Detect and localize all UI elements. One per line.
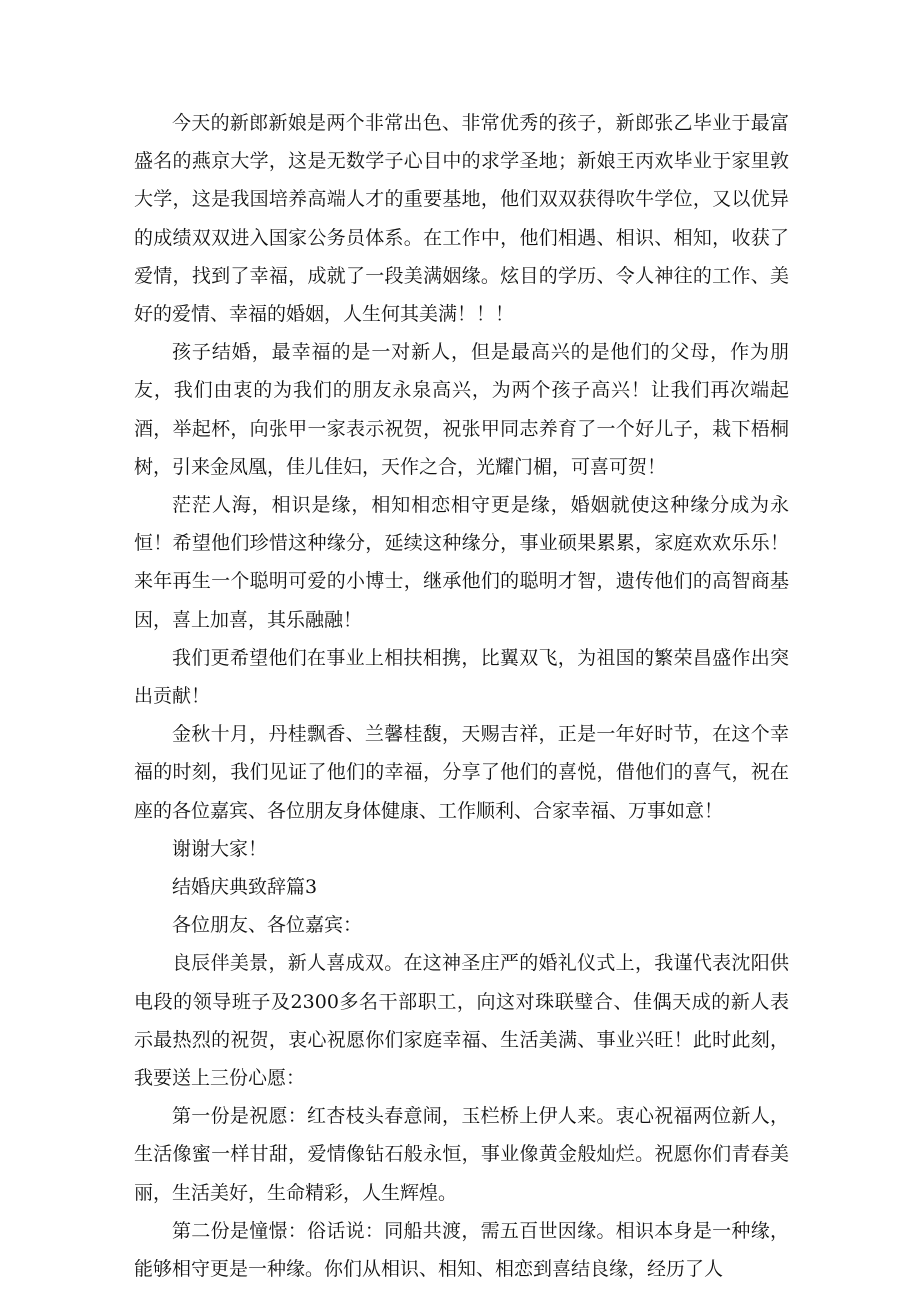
paragraph-salutation: 各位朋友、各位嘉宾： [172,914,363,937]
paragraph-fate: 茫茫人海，相识是缘，相知相恋相守更是缘，婚姻就使这种缘分成为永恒！希望他们珍惜这种缘分，延续这种缘分，事业硕果累累，家庭欢欢乐乐！来年再生一个聪明可爱的小博士，继承他们的聪明才智，遗传他们的高智商基因，喜上加喜，其乐融融！ [134,494,789,631]
paragraph-parents-toast: 孩子结婚，最幸福的是一对新人，但是最高兴的是他们的父母，作为朋友，我们由衷的为我们的朋友永泉高兴，为两个孩子高兴！让我们再次端起酒，举起杯，向张甲一家表示祝贺，祝张甲同志养育了一个好儿子，栽下梧桐树，引来金凤凰，佳儿佳妇，天作之合，光耀门楣，可喜可贺！ [134,341,789,478]
paragraph-opening: 良辰伴美景，新人喜成双。在这神圣庄严的婚礼仪式上，我谨代表沈阳供电段的领导班子及2300多名干部职工，向这对珠联璧合、佳偶天成的新人表示最热烈的祝贺，衷心祝愿你们家庭幸福、生活美满、事业兴旺！此时此刻，我要送上三份心愿： [134,952,789,1090]
paragraph-first-wish: 第一份是祝愿：红杏枝头春意闹，玉栏桥上伊人来。衷心祝福两位新人，生活像蜜一样甘甜，爱情像钻石般永恒，事业像黄金般灿烂。祝愿你们青春美丽，生活美好，生命精彩，人生辉煌。 [134,1105,789,1204]
section-heading: 结婚庆典致辞篇3 [172,876,318,899]
paragraph-autumn-blessing: 金秋十月，丹桂飘香、兰馨桂馥，天赐吉祥，正是一年好时节，在这个幸福的时刻，我们见证了他们的幸福，分享了他们的喜悦，借他们的喜气，祝在座的各位嘉宾、各位朋友身体健康、工作顺利、合家幸福、万事如意！ [134,723,789,822]
paragraph-graduates: 今天的新郎新娘是两个非常出色、非常优秀的孩子，新郎张乙毕业于最富盛名的燕京大学，这是无数学子心目中的求学圣地；新娘王丙欢毕业于家里敦大学，这是我国培养高端人才的重要基地，他们双双获得吹牛学位，又以优异的成绩双双进入国家公务员体系。在工作中，他们相遇、相识、相知，收获了爱情，找到了幸福，成就了一段美满姻缘。炫目的学历、令人神往的工作、美好的爱情、幸福的婚姻，人生何其美满！！！ [134,112,789,326]
paragraph-second-wish: 第二份是憧憬：俗话说：同船共渡，需五百世因缘。相识本身是一种缘，能够相守更是一种缘。你们从相识、相知、相恋到喜结良缘，经历了人 [134,1219,789,1281]
paragraph-career-wish: 我们更希望他们在事业上相扶相携，比翼双飞，为祖国的繁荣昌盛作出突出贡献！ [134,646,789,708]
paragraph-thanks: 谢谢大家！ [172,837,268,860]
document-body [134,104,789,1288]
